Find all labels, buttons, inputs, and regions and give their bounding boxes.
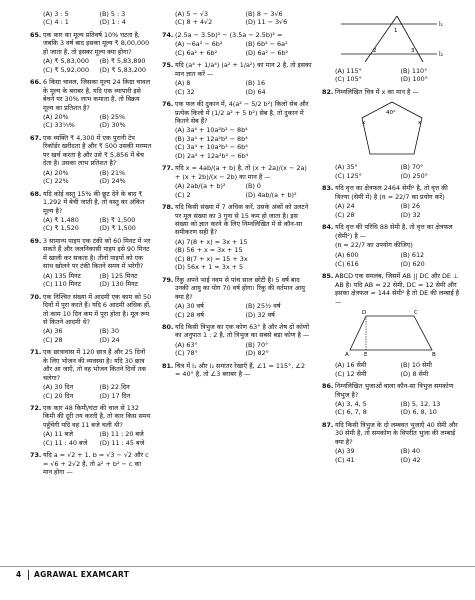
q66-options (30, 113, 152, 130)
q81-option-d: (D) 100° (400, 75, 428, 84)
q83-option-a: (A) 24 (335, 202, 355, 211)
q87-option-a: (A) 39 (335, 447, 355, 456)
q67-option-a: (A) 20% (43, 168, 69, 177)
angle-2-label: 2 (373, 48, 377, 54)
q68-option-b: (B) ₹ 1,500 (99, 215, 136, 224)
question-text: निम्नलिखित भुजाओं वाला कौन-सा त्रिभुज समकोण त्रिभुज है? (335, 382, 454, 399)
question-text: एक कार का मूल्य प्रतिवर्ष 10% घटता है, जबकि 3 वर्ष बाद इसका मूल्य ₹ 8,00,000 हो जाता है, तो इसका मूल्य क्या होगा? (43, 30, 150, 56)
q86-options (322, 400, 462, 417)
question-number: 75. (162, 61, 174, 70)
question-67 (30, 134, 152, 168)
q77-option-d: (D) 4ab/(a + b)² (245, 190, 297, 199)
q80-option-c: (C) 78° (175, 349, 198, 358)
polygon-figure (352, 98, 432, 160)
q67-option-d: (D) 24% (99, 177, 126, 186)
q71-options (30, 383, 152, 400)
question-text: निम्नलिखित चित्र में x का मान है — (335, 87, 419, 96)
q69-option-a: (A) 135 मिनट (43, 271, 81, 280)
question-number: 68. (30, 189, 42, 198)
q73-options (162, 10, 312, 27)
question-text: एक व्यक्ति ₹ 4,300 में एक पुरानी टेप रिकॉर्डर खरीदता है और ₹ 500 उसकी मरम्मत पर खर्च करता है और उसे ₹ 5,856 में बेच देता है। उसका लाभ प्रतिशत है? (43, 133, 152, 168)
question-number: 78. (162, 203, 174, 212)
q69-option-b: (B) 125 मिनट (99, 271, 138, 280)
q64-option-b: (B) 5 : 3 (99, 10, 126, 18)
q78-option-b: (B) 56 + x = 3x + 15 (175, 246, 243, 255)
q82-option-d: (D) 250° (400, 171, 428, 180)
q68-option-c: (C) ₹ 1,520 (43, 224, 79, 233)
q81-option-a: (A) 115° (335, 67, 362, 75)
question-text: यदि किसी त्रिभुज के दो लम्बवत भुजाएँ 40 सेमी और 30 सेमी है, तो समकोण के विपरीत भुजा की लम्बाई क्या है? (335, 420, 458, 446)
question-text: चित्र में l₁ और l₂ समांतर रेखाएँ हैं, ∠1 = 115°, ∠2 = 40° है, तो ∠3 बराबर है — (175, 361, 306, 379)
question-text: यदि वृत्त की परिधि 88 सेमी है, तो वृत्त का क्षेत्रफल (सेमी²) है — (335, 223, 453, 240)
q74-option-a: (A) −6a² − 6b² (175, 40, 223, 49)
question-number: 73. (30, 451, 42, 460)
q85-option-a: (A) 16 सेमी (335, 361, 367, 370)
question-83 (322, 184, 462, 201)
q76-option-a: (A) 3a⁴ + 10a²b² − 8b⁴ (175, 126, 248, 135)
q75-options (162, 79, 312, 96)
q64-option-c: (C) 4 : 1 (43, 18, 69, 27)
question-84 (322, 223, 462, 240)
q85-option-d: (D) 8 सेमी (400, 369, 429, 378)
q82-option-a: (A) 35° (335, 163, 358, 172)
question-68 (30, 190, 152, 215)
q84-note: (π = 22/7 का उपयोग कीजिए) (335, 240, 413, 249)
question-text: यदि a = √2 + 1, b = √3 − √2 और c = √6 + 2√2 है, तो a² + b² − c का मान होगा — (43, 451, 149, 477)
q78-option-d: (D) 56x + 1 = 3x + 5 (175, 263, 244, 272)
question-text: यदि किसी त्रिभुज का एक कोण 63° है और शेष दो कोणों का अनुपात 1 : 2 है, तो त्रिभुज का सबसे बड़ा कोण है — (175, 322, 310, 340)
vertex-b-label: B (432, 352, 436, 359)
question-text: एक कार 48 किमी/घंटा की चाल से 132 किमी की दूरी तय करती है, तो कार किस समय पहुँचेगी यदि वह 11 बजे चली थी? (43, 404, 151, 429)
question-number: 86. (322, 382, 334, 391)
question-82 (322, 88, 462, 96)
q86-option-b: (B) 5, 12, 13 (400, 399, 441, 408)
q71-option-d: (D) 17 दिन (99, 391, 131, 400)
question-number: 87. (322, 420, 334, 429)
question-number: 79. (162, 275, 174, 284)
q69-option-d: (D) 130 मिनट (99, 280, 138, 289)
q64-option-a: (A) 3 : 5 (43, 10, 69, 18)
question-number: 74. (162, 30, 174, 39)
question-69 (30, 237, 152, 271)
q70-option-c: (C) 28 (43, 335, 63, 344)
q65-option-c: (C) ₹ 5,92,000 (43, 65, 90, 74)
q71-option-a: (A) 30 दिन (43, 383, 74, 392)
q75-option-c: (C) 32 (175, 87, 195, 96)
question-text: यदि कोई वस्तु 15% की छूट देने के बाद ₹ 1,292 में बेची जाती है, तो वस्तु का अंकित मूल्य है? (43, 189, 145, 215)
q81-option-b: (B) 110° (400, 67, 428, 75)
q71-option-c: (C) 20 दिन (43, 391, 74, 400)
question-number: 76. (162, 100, 174, 109)
question-text: 3 सामान्य पाइप एक टंकी को 60 मिनट में भर सकते हैं और जलनिकासी पाइप इसे 90 मिनट में खाली कर सकता है। तीनों पाइपों को एक साथ खोलने पर टंकी कितने समय में भरेगी? (43, 236, 151, 271)
q87-options (322, 447, 462, 464)
vertex-a-label: A (345, 352, 349, 359)
q70-option-a: (A) 36 (43, 327, 63, 336)
q74-option-b: (B) 6b² − 6a² (245, 40, 288, 49)
q66-option-d: (D) 30% (99, 121, 126, 130)
question-66 (30, 78, 152, 112)
q66-option-b: (B) 25% (99, 112, 126, 121)
question-79 (162, 276, 312, 301)
question-81 (162, 362, 312, 379)
question-73 (30, 451, 152, 476)
q72-option-d: (D) 11 : 45 बजे (99, 438, 145, 447)
question-number: 70. (30, 292, 42, 301)
column-middle (162, 10, 312, 380)
q82-option-c: (C) 125° (335, 171, 362, 180)
q64-option-d: (D) 1 : 4 (99, 18, 126, 27)
q82-options (322, 163, 462, 180)
q68-option-d: (D) ₹ 1,500 (99, 224, 136, 233)
label-l2: l₂ (439, 51, 444, 58)
q73-option-d: (D) 11 − 3√6 (245, 18, 288, 27)
q76-options (162, 126, 312, 160)
q84-option-b: (B) 612 (400, 251, 425, 260)
q75-option-d: (D) 64 (245, 87, 266, 96)
q78-option-c: (C) 8(7 + x) = 15 + 3x (175, 254, 248, 263)
q72-option-c: (C) 11 : 40 बजे (43, 438, 88, 447)
q79-option-b: (B) 25½ वर्ष (245, 302, 281, 311)
question-text: एक निश्चित संख्या में आदमी एक काम को 50 दिनों में पूरा करते हैं। यदि 6 आदमी अधिक हों, तो काम 10 दिन कम में पूरा होता है। मूल रूप से कितने आदमी थे? (43, 292, 152, 326)
q84-option-d: (D) 620 (400, 259, 425, 268)
question-71 (30, 348, 152, 382)
q86-option-d: (D) 6, 8, 10 (400, 408, 437, 417)
q86-option-c: (C) 6, 7, 8 (335, 408, 367, 417)
q87-option-b: (B) 40 (400, 447, 421, 456)
q78-options (162, 238, 312, 272)
q77-option-c: (C) 2 (175, 190, 191, 199)
question-number: 71. (30, 348, 42, 357)
q74-options (162, 40, 312, 57)
q70-option-b: (B) 30 (99, 327, 120, 336)
q75-option-b: (B) 16 (245, 79, 266, 88)
question-text: यदि x = 4ab/(a + b) है, तो (x + 2a)/(x − 2a) + (x + 2b)/(x − 2b) का मान है — (175, 164, 307, 181)
q74-option-c: (C) 6a² + 6b² (175, 48, 218, 57)
q74-option-d: (D) 6a² − 6b² (245, 48, 289, 57)
q86-option-a: (A) 3, 4, 5 (335, 399, 367, 408)
question-72 (30, 404, 152, 429)
page-footer (0, 566, 475, 582)
question-77 (162, 164, 312, 181)
q65-option-b: (B) ₹ 5,83,890 (99, 57, 146, 66)
q65-option-d: (D) ₹ 5,83,200 (99, 65, 146, 74)
question-number: 82. (322, 87, 334, 96)
question-80 (162, 323, 312, 340)
q77-options (162, 182, 312, 199)
column-left (30, 10, 152, 478)
q80-option-d: (D) 82° (245, 349, 269, 358)
question-74 (162, 31, 312, 39)
q64-options (30, 10, 152, 27)
q85-options (322, 361, 462, 378)
trapezium-figure (344, 308, 440, 358)
q82-option-b: (B) 70° (400, 163, 424, 172)
q72-options (30, 430, 152, 447)
q77-option-b: (B) 0 (245, 182, 261, 191)
question-text: ABCD एक समलंब, जिसमें AB || DC और DE ⊥ AB है। यदि AB = 22 सेमी, DC = 12 सेमी और इसका क्षेत्रफल = 144 सेमी² है तो DE की लम्बाई है — (335, 272, 460, 306)
q67-options (30, 169, 152, 186)
question-text: यदि किसी संख्या में 7 अधिक करें, उसके अंकों को उलटने पर मूल संख्या का 3 गुना से 15 कम हो जाता है। इस संख्या को ज्ञात करने के लिए निम्नलिखित में से कौन-सा समीकरण सही है? (175, 203, 309, 237)
angle-1-label: 1 (394, 28, 398, 34)
angle-x-label-right: x (418, 120, 422, 127)
question-text: यदि वृत्त का क्षेत्रफल 2464 सेमी² है, तो वृत्त की त्रिज्या (सेमी में) है (π = 22/7 का प्रयोग करें) (335, 184, 448, 201)
q84-options (322, 251, 462, 268)
vertex-d-label: D (362, 310, 367, 317)
question-76 (162, 100, 312, 125)
question-number: 69. (30, 236, 42, 245)
q83-options (322, 202, 462, 219)
q69-option-c: (C) 110 मिनट (43, 280, 81, 289)
question-number: 77. (162, 164, 174, 173)
q79-option-a: (A) 30 वर्ष (175, 302, 204, 311)
question-text: यदि (a⁴ + 1/a⁴) (a² + 1/a²) का मान 2 है, तो इसका मान ज्ञात करें — (175, 61, 312, 78)
question-number: 83. (322, 184, 334, 193)
question-number: 85. (322, 272, 334, 281)
angle-x-label-left: x (362, 120, 366, 127)
q66-option-a: (A) 20% (43, 112, 69, 121)
question-86 (322, 382, 462, 399)
q66-option-c: (C) 33⅓% (43, 121, 75, 130)
q84-option-c: (C) 616 (335, 259, 359, 268)
q72-option-b: (B) 11 : 20 बजे (99, 430, 144, 439)
q80-options (162, 341, 312, 358)
question-78 (162, 203, 312, 237)
q79-options (162, 302, 312, 319)
q70-options (30, 327, 152, 344)
question-number: 66. (30, 78, 42, 87)
question-75 (162, 61, 312, 78)
parallel-lines-figure (337, 12, 447, 64)
q81-option-c: (C) 105° (335, 75, 362, 84)
question-85 (322, 272, 462, 306)
q72-option-a: (A) 11 बजे (43, 430, 73, 439)
q87-option-d: (D) 42 (400, 455, 421, 464)
q65-option-a: (A) ₹ 5,83,000 (43, 57, 89, 66)
q71-option-b: (B) 22 दिन (99, 383, 130, 392)
q80-option-a: (A) 63° (175, 340, 198, 349)
q68-option-a: (A) ₹ 1,480 (43, 215, 79, 224)
q83-option-b: (B) 26 (400, 202, 421, 211)
question-text: एक फल की दुकान में, 4(a² − 5/2 b²) किलो सेब और प्रत्येक किलो में (1/2 a² + 5 b²) सेब है, तो दुकान में कितने सेब हैं? (175, 100, 309, 125)
question-text: रिंकु अपने भाई नवम से पांच साल छोटी है। 5 वर्ष बाद उनकी आयु का योग 70 वर्ष होगा। रिंकु की वर्तमान आयु क्या है? (175, 275, 305, 301)
q84-option-a: (A) 600 (335, 251, 359, 260)
q85-option-c: (C) 12 सेमी (335, 369, 367, 378)
label-l1: l₁ (439, 21, 444, 28)
angle-3-label: 3 (411, 48, 415, 54)
question-text: (2.5a − 3.5b)² − (3.5a − 2.5b)² = (175, 30, 283, 39)
page-number: 4 (16, 570, 22, 579)
point-e-label: E (364, 352, 368, 359)
question-number: 72. (30, 404, 42, 413)
question-70 (30, 293, 152, 327)
question-number: 80. (162, 322, 174, 331)
q78-option-a: (A) 7(8 + x) = 3x + 15 (175, 237, 248, 246)
q80-option-b: (B) 70° (245, 340, 269, 349)
q77-option-a: (A) 2ab/(a + b)² (175, 182, 226, 191)
question-text: 6 किग्रा चावल, जिसका मूल्य 24 किग्रा चावल के मूल्य के बराबर है, यदि एक व्यापारी इसे बेचने पर 30% लाभ कमाता है, तो विक्रय मूल्य का प्रतिशत है? (43, 78, 151, 112)
q83-option-d: (D) 32 (400, 210, 421, 219)
question-65 (30, 31, 152, 56)
q75-option-a: (A) 8 (175, 79, 191, 88)
q83-option-c: (C) 28 (335, 210, 355, 219)
q67-option-c: (C) 22% (43, 177, 69, 186)
q76-option-b: (B) 3a⁴ + 12a²b² − 8b⁴ (175, 134, 248, 143)
q81-options (322, 67, 462, 84)
q70-option-d: (D) 24 (99, 335, 120, 344)
question-number: 84. (322, 223, 334, 232)
q85-option-b: (B) 10 सेमी (400, 361, 432, 370)
question-number: 67. (30, 133, 42, 142)
q79-option-d: (D) 32 वर्ष (245, 310, 275, 319)
q73-option-b: (B) 8 − 3√6 (245, 10, 283, 18)
q73-option-a: (A) 5 − √3 (175, 10, 209, 18)
q65-options (30, 57, 152, 74)
q76-option-c: (C) 3a⁴ + 10a²b² − 6b⁴ (175, 143, 248, 152)
q69-options (30, 272, 152, 289)
q76-option-d: (D) 2a⁴ + 12a²b² − 6b⁴ (175, 151, 249, 160)
question-number: 65. (30, 30, 42, 39)
column-right (322, 10, 462, 468)
q73-option-c: (C) 8 + 4√2 (175, 18, 213, 27)
q68-options (30, 216, 152, 233)
brand-logo: AGRAWAL EXAMCART (34, 570, 130, 579)
q87-option-c: (C) 41 (335, 455, 355, 464)
question-number: 81. (162, 361, 174, 370)
question-87 (322, 421, 462, 446)
angle-40-label: 40° (386, 110, 396, 117)
footer-divider (28, 570, 29, 580)
q79-option-c: (C) 28 वर्ष (175, 310, 204, 319)
question-text: एक छात्रावास में 120 छात्र हैं और 25 दिनों के लिए भोजन की व्यवस्था है। यदि 30 छात्र और आ जाएँ, तो वह भोजन कितने दिनों तक चलेगा? (43, 348, 147, 382)
vertex-c-label: C (414, 310, 418, 317)
q67-option-b: (B) 21% (99, 168, 126, 177)
